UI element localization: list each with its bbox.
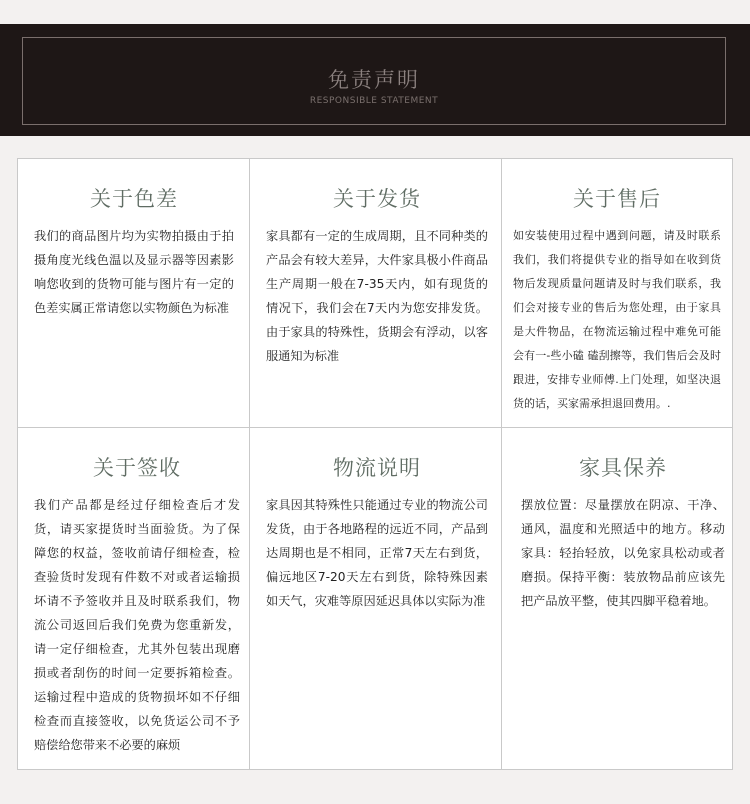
section-body: 如安装使用过程中遇到问题，请及时联系我们，我们将提供专业的指导如在收到货物后发现质量问题请及时与我们联系，我们会对接专业的售后为您处理，由于家具是大件物品，在物流运输过程中难免可能会有一-些小磕 磕刮擦等，我们售后会及时跟进，安排专业师傅.上门处理，如坚决退货的话，买家需承担退回费用。. <box>513 229 721 410</box>
page-subtitle: RESPONSIBLE STATEMENT <box>309 96 439 106</box>
section-body: 我们产品都是经过仔细检查后才发货，请买家提货时当面验货。为了保障您的权益，签收前请仔细检查，检查验货时发现有件数不对或者运输损坏请不予签收并且及时联系我们，物流公司返回后我们免费为您重新发，请一定仔细检查，尤其外包装出现磨损或者刮伤的时间一定要拆箱检查。运输过程中造成的货物损坏如不仔细检查而直接签收，以免货运公司不予赔偿给您带来不必要的麻烦 <box>34 498 240 752</box>
section-title: 关于发货 <box>333 187 421 211</box>
section-body: 摆放位置：尽量摆放在阴凉、干净、通风，温度和光照适中的地方。移动家具：轻抬轻放，以免家具松动或者磨损。保持平衡：装放物品前应该先把产品放平整，使其四脚平稳着地。 <box>521 498 725 608</box>
grid-divider-vertical <box>501 159 502 769</box>
header-banner <box>0 24 750 136</box>
section-body: 我们的商品图片均为实物拍摄由于拍摄角度光线色温以及显示器等因素影响您收到的货物可能与图片有一定的色差实属正常请您以实物颜色为标准 <box>34 229 234 315</box>
section-furniture-care <box>521 428 725 770</box>
section-title: 关于售后 <box>573 187 661 211</box>
section-title: 关于签收 <box>93 456 181 480</box>
header-frame <box>22 37 726 125</box>
section-body: 家具因其特殊性只能通过专业的物流公司发货，由于各地路程的远近不同，产品到达周期也是不相同，正常7天左右到货，偏远地区7-20天左右到货，除特殊因素如天气，灾难等原因延迟具体以实际为准 <box>266 498 488 608</box>
section-after-sales <box>513 159 721 427</box>
section-logistics <box>266 428 488 770</box>
section-color-difference <box>34 159 234 427</box>
grid-divider-vertical <box>249 159 250 769</box>
section-title: 关于色差 <box>90 187 178 211</box>
section-title: 家具保养 <box>579 456 667 480</box>
section-body: 家具都有一定的生成周期，且不同种类的产品会有较大差异，大件家具极小件商品生产周期一般在7-35天内，如有现货的情况下，我们会在7天内为您安排发货。由于家具的特殊性，货期会有浮动，以客服通知为标准 <box>266 229 488 363</box>
section-shipping <box>266 159 488 427</box>
statement-grid <box>17 158 733 770</box>
page-title: 免责声明 <box>328 68 420 92</box>
section-signing <box>34 428 240 770</box>
section-title: 物流说明 <box>333 456 421 480</box>
